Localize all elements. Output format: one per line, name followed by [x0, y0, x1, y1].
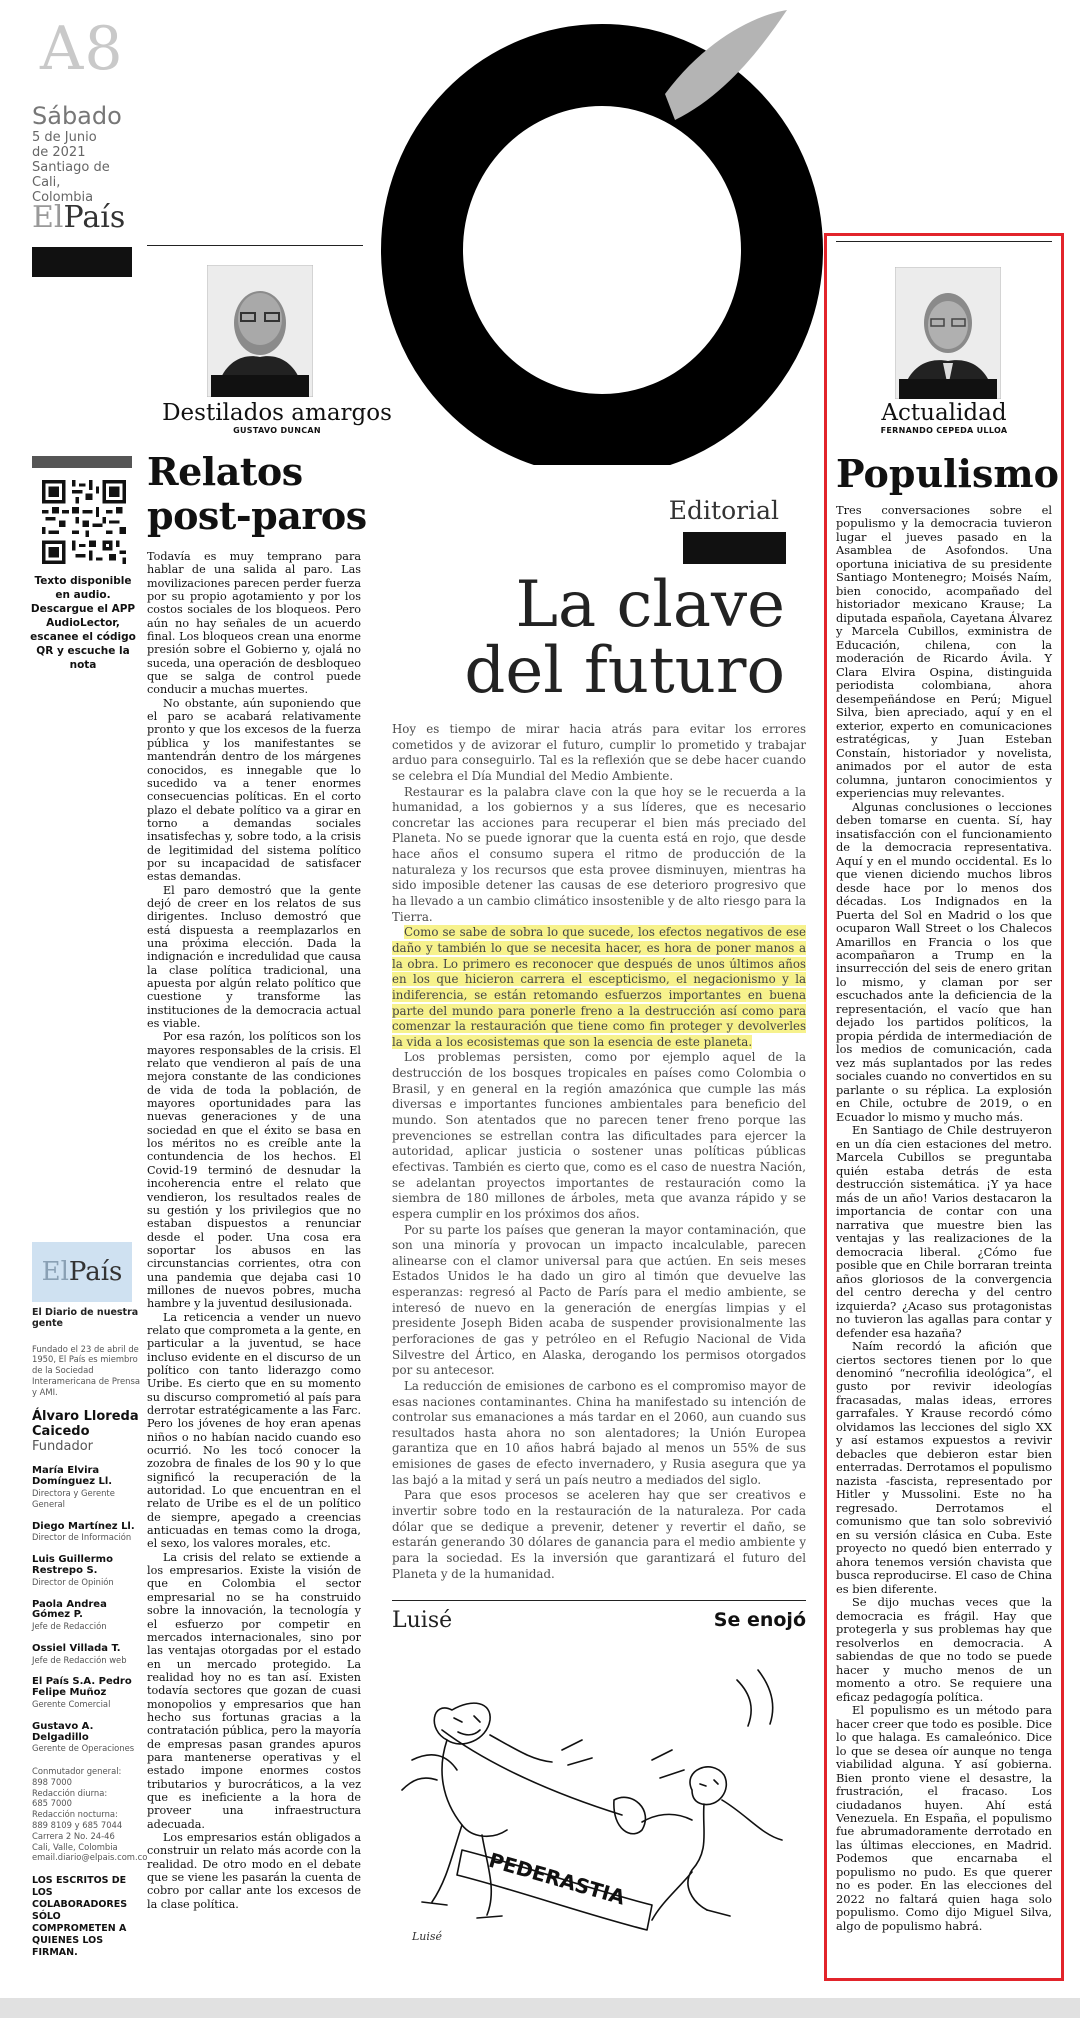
editorial-headline [400, 568, 785, 708]
staff-role: Gerente Comercial [32, 1698, 111, 1709]
staff-role: Directora y Gerente General [32, 1488, 115, 1509]
body-paragraph: En Santiago de Chile destruyeron en un día cien estaciones del metro. Marcela Cubillos se preguntaba quién estaba detrás de esta destrucción sistemática. ¡Y ya hace más de un año! Varios destacaron la importancia de contar con una narrativa que muestre bien las ventajas y las realizaciones de la democracia liberal. ¿Cómo fue posible que en Chile borraran treinta años gloriosos de la convergencia del centro derecha y del centro izquierda? ¿Acaso sus protagonistas no tuvieron las agallas para contar y defender esa hazaña? [836, 1123, 1052, 1340]
masthead-notice: LOS ESCRITOS DE LOS COLABORADORES SÓLO COMPROMETEN A QUIENES LOS FIRMAN. [32, 1875, 128, 1959]
page-number: A8 [40, 14, 124, 84]
page-bottom-band [0, 1998, 1080, 2018]
staff-entry [32, 1600, 142, 1632]
contact-line: 898 7000 [32, 1776, 72, 1787]
qr-header-bar [32, 456, 132, 468]
staff-entry [32, 1466, 142, 1509]
column-body [836, 504, 1052, 1933]
masthead-contact [32, 1766, 148, 1863]
body-paragraph: Los empresarios están obligados a construir un relato más acorde con la realidad. De otro modo en el debate que se viene les pasarán la cuenta de cobro por callar ante los excesos de la clase política. [147, 1831, 361, 1911]
staff-name: Gustavo A. Delgadillo [32, 1720, 94, 1743]
body-paragraph: Los problemas persisten, como por ejemplo aquel de la destrucción de los bosques tropicales en países como Colombia o Brasil, y en general en la región amazónica que cumple las más diversas e importantes funciones ambientales para beneficio del mundo. Son atentados que no parecen tener freno porque las prevenciones se estrellan contra las dificultades para ejercer la autoridad, aplicar justicia o sostener unas políticas públicas efectivas. También es cierto que, como es el caso de nuestra Nación, se adelantan proyectos importantes de restauración como la siembra de 180 millones de árboles, meta que avanza rápido y se espera cumplir en los próximos dos años. [392, 1050, 806, 1221]
day-name: Sábado [32, 102, 122, 130]
body-paragraph: Naím recordó la afición que ciertos sectores tienen por lo que denominó “necrofilia ideológica”, el gusto por revivir ideologías fracasadas, malas ideas, errores garrafales. Y Krause recordó cómo olvidamos las lecciones del siglo XX y así estamos expuestos a revivir debacles que debieron estar bien enterradas. Derrotamos el populismo nazista -fascista, representado por Hitler y Mussolini. Este no ha regresado. Derrotamos el comunismo que tan solo sobrevivió en su versión clásica en Cuba. Este proyecto no quedó bien enterrado y ahora tenemos versión chavista que busca reproducirse. El caso de China es bien diferente. [836, 1339, 1052, 1596]
redaction-bar [32, 247, 132, 277]
body-paragraph: El paro demostró que la gente dejó de creer en los relatos de sus dirigentes. Incluso demostró que está dispuesta a reemplazarlos en una próxima elección. Dada la indignación e incredulidad que causa la clase política tradicional, una apuesta por algún relato político que cuestione y transforme las instituciones de la democracia actual es viable. [147, 883, 361, 1031]
editorial-label: Editorial [668, 496, 779, 525]
staff-entry [32, 1555, 142, 1587]
contact-line: 889 8109 y 685 7044 [32, 1820, 123, 1830]
author-photo-duncan [207, 265, 313, 397]
qr-code-icon[interactable] [42, 480, 126, 564]
logo-suffix: País [63, 200, 126, 235]
column-author: GUSTAVO DUNCAN [233, 426, 321, 435]
body-paragraph-highlighted [392, 925, 806, 1050]
staff-name: Luis Guillermo Restrepo S. [32, 1554, 113, 1576]
author-photo-cepeda [895, 267, 1001, 399]
body-paragraph: Hoy es tiempo de mirar hacia atrás para evitar los errores cometidos y de avizorar el futuro, cumplir lo prometido y trabajar arduo para conseguirlo. Tal es la reflexión que se debe hacer cuando se celebra el Día Mundial del Medio Ambiente. [392, 722, 806, 783]
headline-line: Relatos [147, 449, 303, 494]
masthead-founded: Fundado el 23 de abril de 1950, El País es miembro de la Sociedad Interamericana de Prensa y AMI. [32, 1343, 140, 1397]
masthead-logo [32, 1242, 132, 1302]
staff-name: Paola Andrea Gómez P. [32, 1598, 107, 1621]
date-block [32, 130, 142, 205]
headline-line: post-paros [147, 493, 367, 538]
cartoon-title: Se enojó [713, 1609, 806, 1631]
staff-name: María Elvira Domínguez Ll. [32, 1465, 113, 1488]
opinion-o-graphic [375, 10, 825, 465]
body-paragraph: Restaurar es la palabra clave con la que hoy se le recuerda a la humanidad, a los gobiernos y a sus líderes, que es necesario concretar las acciones para recuperar el bien más preciado del Planeta. No se puede ignorar que la cuenta está en rojo, que desde hace años el consumo supera el ritmo de producción de la naturaleza y los recursos que esta provee disminuyen, mientras ha sido imposible detener las causas de ese deterioro progresivo que ha llevado a un cambio climático insostenible y de alto riesgo para la Tierra. [392, 784, 806, 924]
body-paragraph: El populismo es un método para hacer creer que todo es posible. Dice lo que halaga. Es camaleónico. Dice lo que se desea oír aunque no tenga viabilidad alguna. Y así gobierna. Bien pronto viene el desastre, la frustración, el fracaso. Los ciudadanos huyen. Ahí está Venezuela. En España, el populismo fue abrumadoramente derrotado en las últimas elecciones, en Madrid. Podemos que encarnaba el populismo no pudo. Es que querer no es poder. En las elecciones del 2022 no faltará quien haga solo populismo. Como dijo Miguel Silva, algo de populismo habrá. [836, 1703, 1052, 1933]
staff-entry [32, 1644, 142, 1666]
staff-entry [32, 1722, 142, 1754]
body-paragraph: Se dijo muchas veces que la democracia es frágil. Hay que protegerla y sus problemas hay que resolverlos en democracia. A sabiendas de que no todo se puede hacer y mucho menos de un momento a otro. Se requiere una eficaz pedagogía política. [836, 1595, 1052, 1704]
staff-name: Ossiel Villada T. [32, 1642, 121, 1654]
masthead-founder [32, 1409, 142, 1454]
body-paragraph: Por esa razón, los políticos son los mayores responsables de la crisis. El relato que vendieron al país de una mejora constante de las condiciones de vida de toda la población, de mayores oportunidades para las nuevas generaciones y de una sociedad en que el éxito se basa en los méritos no es creíble ante la contundencia de los hechos. El Covid-19 terminó de desnudar la incoherencia entre el relato que vendieron, los resultados reales de su gestión y los privilegios que no estaban dispuestos a renunciar desde el poder. Una cosa era soportar los abusos en las circunstancias corrientes, otra con una pandemia que dejaba casi 10 millones de nuevos pobres, mucha hambre y la juventud desilusionada. [147, 1030, 361, 1311]
date-line: Santiago de Cali, [32, 160, 110, 190]
body-paragraph: Tres conversaciones sobre el populismo y la democracia tuvieron lugar el jueves pasado en la Asamblea de Asofondos. Una oportuna iniciativa de su presidente Santiago Montenegro; Moisés Naím, bien conocido, acompañado del historiador mexicano Krause; La diputada española, Cayetana Álvarez y Marcela Cubillos, exministra de Educación, chilena, con la moderación de Ricardo Ávila. Y Clara Elvira Ospina, distinguida periodista colombiana, ahora desempeñándose en Perú; Miguel Silva, bien apreciado, aquí y en el exterior, experto en comunicaciones estratégicas, y Juan Esteban Constaín, historiador y novelista, animados por el autor de esta columna, juntaron conocimientos y experiencias muy relevantes. [836, 503, 1052, 801]
body-paragraph: La reticencia a vender un nuevo relato que comprometa a la gente, en particular a la juventud, se hace incluso evidente en el discurso de un político con tanto liderazgo como Uribe. Es cierto que en su momento su discurso comprometió al país para derrotar estratégicamente a las Farc. Pero los jóvenes de hoy eran apenas niños o no habían nacido cuando eso ocurrió. No les tocó conocer la zozobra de finales de los 90 y lo que significó la recuperación de la autoridad. Lo que encuentran en el relato de Uribe es el de un político de siempre, apegado a creencias anticuadas en temas como la droga, el sexo, los valores morales, etc. [147, 1310, 361, 1551]
column-section-title: Destilados amargos [162, 400, 392, 426]
body-paragraph: La crisis del relato se extiende a los empresarios. Existe la visión de que en Colombia el sector empresarial no se ha construido sobre la innovación, la tecnología y el esfuerzo por competir en mercados internacionales, sino por las ventajas otorgadas por el estado en un mercado protegido. La realidad hoy no es tan así. Existen todavía sectores que gozan de cuasi monopolios y empresarios que han hecho sus fortunas gracias a la contratación pública, pero la mayoría de empresas pasan grandes apuros para mantenerse operativas y el estado impone enormes costos tributarios y burocráticos, a la vez que es ineficiente a la hora de proveer una infraestructura adecuada. [147, 1550, 361, 1831]
date-line: Colombia [32, 190, 94, 205]
body-paragraph: Algunas conclusiones o lecciones deben tomarse en cuenta. Sí, hay insatisfacción con el funcionamiento de la democracia representativa. Aquí y en el mundo occidental. Es lo que vienen diciendo muchos libros desde hace por lo menos dos décadas. Los Indignados en la Puerta del Sol en Madrid o los que ocuparon Wall Street o los Chalecos Amarillos en Francia o los que acompañaron a Trump en la insurrección del seis de enero gritan lo mismo, y claman por ser escuchados ante la deficiencia de la representación, el vacío que han dejado los partidos políticos, la propia pérdida de intermediación de los medios de comunicación, cada vez más suplantados por las redes sociales cuando no convertidos en su parlante o su réplica. La explosión en Chile, octubre de 2019, o en Ecuador lo mismo y mucho más. [836, 799, 1052, 1124]
cartoonist-name: Luisé [392, 1608, 453, 1633]
staff-role: Director de Información [32, 1532, 132, 1543]
staff-role: Jefe de Redacción [32, 1621, 107, 1632]
body-paragraph: No obstante, aún suponiendo que el paro se acabará relativamente pronto y que los excesos de la fuerza pública y los manifestantes se mantendrán dentro de los márgenes conocidos, es innegable que lo sucedido va a tener enormes consecuencias políticas. En el corto plazo el debate político va a girar en torno a demandas sociales insatisfechas y, sobre todo, a la crisis de legitimidad del sistema político por su incapacidad de satisfacer estas demandas. [147, 696, 361, 884]
date-line: de 2021 [32, 145, 86, 160]
column-author: FERNANDO CEPEDA ULLOA [880, 426, 1008, 435]
logo-prefix: El [41, 1257, 69, 1287]
cartoon-drawing [392, 1640, 806, 1950]
contact-line: Carrera 2 No. 24-46 [32, 1830, 115, 1841]
cartoon-top-rule [392, 1600, 806, 1601]
staff-role: Gerente de Operaciones [32, 1743, 135, 1754]
staff-role: Director de Opinión [32, 1576, 114, 1587]
contact-line: Redacción diurna: [32, 1787, 108, 1798]
staff-name: Diego Martínez Ll. [32, 1520, 135, 1532]
staff-name: El País S.A. Pedro Felipe Muñoz [32, 1676, 132, 1699]
redaction-bar [683, 532, 786, 564]
staff-role: Jefe de Redacción web [32, 1654, 127, 1665]
contact-email[interactable]: email.diario@elpais.com.co [32, 1852, 148, 1863]
contact-line: Conmutador general: [32, 1766, 122, 1777]
founder-role: Fundador [32, 1439, 94, 1455]
column-headline [147, 450, 407, 538]
contact-line: 685 7000 [32, 1798, 72, 1809]
body-paragraph: Todavía es muy temprano para hablar de una salida al paro. Las movilizaciones parecen perder fuerza por su propio agotamiento y por los costos sociales de los bloqueos. Pero aún no hay señales de un acuerdo final. Los bloqueos crean una enorme presión sobre el Gobierno y, ojalá no suceda, una operación de desbloqueo que se salga de control puede conducir a muchas muertes. [147, 550, 361, 697]
body-paragraph: Para que esos procesos se aceleren hay que ser creativos e invertir sobre todo en la restauración de la naturaleza. Por cada dólar que se dedique a prevenir, detener y revertir el daño, se estarán generando 30 dólares de ganancia para el medio ambiente y para la sociedad. Es la inversión que garantizará el futuro del Planeta y de la humanidad. [392, 1488, 806, 1581]
column-body [147, 550, 361, 1911]
masthead-tagline: El Diario de nuestra gente [32, 1307, 139, 1329]
cartoon-signature: Luisé [412, 1930, 443, 1943]
column-top-rule [147, 245, 363, 246]
founder-name: Álvaro Lloreda Caicedo [32, 1409, 139, 1440]
staff-entry [32, 1677, 142, 1709]
contact-line: Redacción nocturna: [32, 1809, 118, 1820]
staff-entry [32, 1522, 142, 1544]
masthead [32, 1307, 148, 1959]
logo-prefix: El [32, 200, 64, 235]
headline-line: La clave [515, 568, 785, 642]
body-paragraph: La reducción de emisiones de carbono es el compromiso mayor de esas naciones contaminantes. China ha manifestado su intención de controlar sus emanaciones a más tardar en el 2060, aun cuando sus resultados hasta ahora no son alentadores; la Unión Europea garantiza que en 10 años habrá bajado al menos un 55% de sus emisiones de gases de efecto invernadero, y Rusia asegura que ya las bajó a la mitad y será un país neutro a mediados del siglo. [392, 1378, 806, 1487]
body-paragraph: Por su parte los países que generan la mayor contaminación, que son una minoría y provocan un impacto incalculable, parecen alinearse con el clamor universal para que actúen. En seis meses Estados Unidos le ha dado un giro al timón que devuelve las esperanzas: regresó al Pacto de París para el medio ambiente, se interesó de nuevo en la generación de energías limpias y el presidente Joseph Biden acaba de suspender provisionalmente las perforaciones de gas y petróleo en el Refugio Nacional de Vida Silvestre del Ártico, en Alaska, derogando los permisos otorgados por su antecesor. [392, 1222, 806, 1378]
highlighted-text[interactable]: Como se sabe de sobra lo que sucede, los efectos negativos de ese daño y también lo que se necesita hacer, es hora de poner manos a la obra. Lo primero es reconocer que después de unos últimos años en los que hicieron carrera el escepticismo, el negacionismo y la indiferencia, se están retomando esfuerzos importantes en buena parte del mundo para ponerle freno a la destrucción así como para comenzar la restauración que tiene como fin proteger y devolverles la vida a los ecosistemas que son la esencia de este planeta. [392, 925, 806, 1049]
contact-line: Cali, Valle, Colombia [32, 1841, 118, 1852]
date-line: 5 de Junio [32, 130, 97, 145]
editorial-body [392, 722, 806, 1582]
column-headline: Populismo [836, 451, 1059, 496]
column-top-rule [836, 241, 1052, 242]
newspaper-logo[interactable] [32, 200, 125, 235]
column-section-title: Actualidad [881, 400, 1007, 426]
cartoon-banner-text: PEDERASTIA [486, 1847, 628, 1910]
logo-suffix: País [68, 1257, 123, 1287]
audio-note: Texto disponible en audio. Descargue el APP AudioLector, escanee el código QR y escuche la nota [30, 575, 136, 671]
headline-line: del futuro [464, 634, 785, 708]
